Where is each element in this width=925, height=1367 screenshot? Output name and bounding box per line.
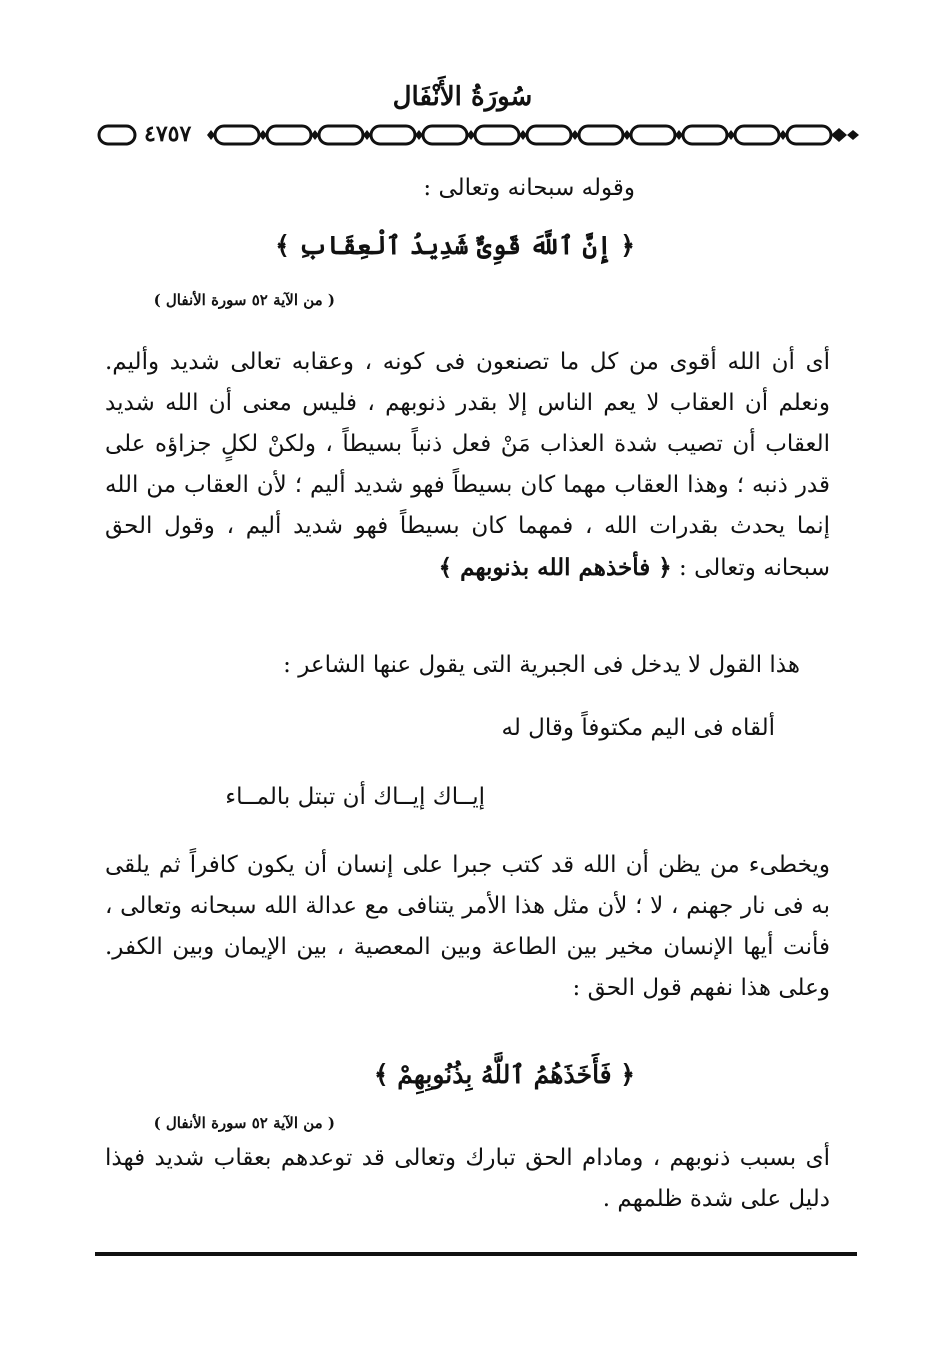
poem-line-2: إيــاك إيــاك أن تبتل بالمــاء (225, 784, 485, 810)
bottom-rule (95, 1252, 857, 1256)
paragraph-1 (105, 342, 830, 589)
page-number: ٤٧٥٧ (138, 121, 197, 147)
paragraph-4: أى بسبب ذنوبهم ، ومادام الحق تبارك وتعالى قد توعدهم بعقاب شديد فهذا دليل على شدة ظلمهم . (105, 1145, 830, 1212)
verse-reference-2: ( من الآية ٥٢ سورة الأنفال ) (153, 1114, 335, 1132)
surah-title: سُورَةُ الأَنْفَال (392, 82, 533, 112)
header-ornament (95, 120, 860, 150)
paragraph-3: ويخطىء من يظن أن الله قد كتب جبرا على إنسان أن يكون كافراً ثم يلقى به فى نار جهنم ، لا ؛ لأن مثل هذا الأمر يتنافى مع عدالة الله سبحانه وتعالى ، فأنت أيها الإنسان مخير بين الطاعة وبين المعصية ، بين الإيمان وبين الكفر. وعلى هذا نفهم قول الحق : (105, 852, 831, 1001)
paragraph-1-verse: ﴿ فأخذهم الله بذنوبهم ﴾ (438, 554, 672, 581)
verse-reference-1: ( من الآية ٥٢ سورة الأنفال ) (153, 291, 335, 309)
intro-line: وقوله سبحانه وتعالى : (423, 175, 635, 201)
paragraph-1-text: أى أن الله أقوى من كل ما تصنعون فى كونه ، وعقابه تعالى شديد وأليم. ونعلم أن العقاب لا يعم الناس إلا بقدر ذنوبهم ، فليس معنى أن الله شديد العقاب أن تصيب شدة العذاب مَنْ فعل ذنباً بسيطاً ، ولكنْ لكلٍ جزاؤه على قدر ذنبه ؛ وهذا العقاب مهما كان بسيطاً فهو شديد أليم ؛ لأن العقاب من الله إنما يحدث بقدرات الله ، فمهما كان بسيطاً فهو شديد أليم ، وقول الحق سبحانه وتعالى : (105, 349, 830, 581)
poem-line-1: ألقاه فى اليم مكتوفاً وقال له (501, 715, 775, 741)
paragraph-2: هذا القول لا يدخل فى الجبرية التى يقول عنها الشاعر : (283, 652, 800, 678)
quran-verse-1: ﴿ إِنَّ ٱللَّهَ قَوِىٌّ شَدِيدُ ٱلْعِقَابِ ﴾ (275, 231, 635, 260)
quran-verse-2: ﴿ فَأَخَذَهُمُ ٱللَّهُ بِذُنُوبِهِمْ ﴾ (373, 1060, 635, 1089)
